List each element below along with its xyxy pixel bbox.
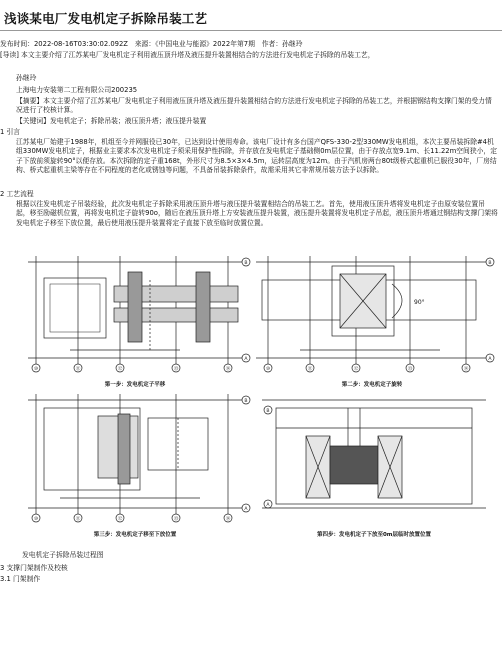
article-lead: [导读] 本文主要介绍了江苏某电厂发电机定子利用液压顶升塔及液压提升装置相结合的方法进行发电机定子拆除的吊装工艺， xyxy=(0,51,375,59)
section1-heading: 1 引言 xyxy=(0,128,21,136)
section3-heading: 3 支撑门架制作及校核 xyxy=(0,564,68,572)
grid-label: ⑩ xyxy=(33,517,39,522)
axis-b-1: B xyxy=(244,261,248,266)
grid-label: ⑪ xyxy=(307,367,313,372)
grid-label: ⑭ xyxy=(463,367,469,372)
section1-body: 江苏某电厂始建于1988年，机组至今并网服役已30年，已达到设计使用寿命。该电厂设计有多台国产QFS-330-2型330MW发电机组，本次主要吊装拆除#4机组330MW发电机定子，根据业主要求本次发电机定子须采用保护性拆除，并存放在发电机定子基础侧0m层位置，由于存放点宽9.1m、长11.22m空间狭小，定子下放前须旋转90°以便存放。本次拆除的定子重168t，外形尺寸为8.5×3×4.5m，运转层高度为12m。由于汽机房两台80t级桥式起重机已服役30年，厂房结构、桥式起重机主梁等存在不同程度的老化或锈蚀等问题，不具备吊装拆除条件，故需采用其它非常规吊装方法予以拆除。 xyxy=(16,138,498,175)
grid-label: ⑬ xyxy=(407,367,413,372)
panel-4 xyxy=(262,400,486,508)
grid-markers xyxy=(32,258,494,522)
axis-a-4: A xyxy=(266,503,270,508)
author-name: 孙继玲 xyxy=(16,74,37,82)
keywords: 【关键词】发电机定子；拆除吊装；液压顶升塔；液压提升装置 xyxy=(16,117,207,125)
article-meta: 发布时间：2022-08-16T03:30:02.092Z 来源：《中国电业与能源》2022年第7期 作者：孙继玲 xyxy=(0,40,303,48)
axis-b-3: B xyxy=(244,399,248,404)
grid-label: ⑩ xyxy=(33,367,39,372)
section2-heading: 2 工艺流程 xyxy=(0,190,34,198)
grid-label: ⑬ xyxy=(173,517,179,522)
section2-body: 根据以往发电机定子吊装经验，此次发电机定子拆除采用液压顶升塔与液压提升装置相结合的吊装工艺。首先，使用液压顶升塔将发电机定子由原安装位置吊起，移至励磁机位置，再将发电机定子旋转90o，随后在液压顶升塔上方安装液压提升装置，液压提升装置将发电机定子吊起，液压顶升塔通过钢结构支撑门架将发电机定子移至下放位置，最后使用液压提升装置将定子直接下放至临时放置位置。 xyxy=(16,200,498,227)
figure-caption: 发电机定子拆除吊装过程图 xyxy=(22,551,104,559)
rotation-angle-label: 90° xyxy=(414,299,425,306)
panel-3 xyxy=(28,394,242,514)
panel1-caption: 第一步：发电机定子平移 xyxy=(104,382,166,388)
author-org: 上海电力安装第二工程有限公司200235 xyxy=(16,86,138,94)
panel2-caption: 第二步：发电机定子旋转 xyxy=(341,382,403,388)
grid-label: ⑪ xyxy=(75,517,81,522)
figure-drawing xyxy=(0,240,502,550)
panel-2 xyxy=(256,256,486,364)
article-title: 浅谈某电厂发电机定子拆除吊装工艺 xyxy=(4,11,208,26)
grid-label: ⑫ xyxy=(117,517,123,522)
grid-label: ⑭ xyxy=(225,517,231,522)
panel3-caption: 第三步：发电机定子移至下放位置 xyxy=(93,532,177,538)
axis-b-4: B xyxy=(266,409,270,414)
axis-b-2: B xyxy=(488,261,492,266)
grid-label: ⑬ xyxy=(173,367,179,372)
panel-1 xyxy=(28,256,242,364)
section31-heading: 3.1 门架制作 xyxy=(0,575,41,583)
grid-label: ⑫ xyxy=(117,367,123,372)
axis-a-1: A xyxy=(244,357,248,362)
grid-label: ⑪ xyxy=(75,367,81,372)
grid-label: ⑫ xyxy=(353,367,359,372)
lifting-process-figure xyxy=(0,240,502,550)
axis-a-2: A xyxy=(488,357,492,362)
title-divider xyxy=(0,30,502,31)
abstract: 【摘要】本文主要介绍了江苏某电厂发电机定子利用液压顶升塔及液压提升装置相结合的方法进行发电机定子拆除的吊装工艺，并根据钢结构支撑门架的受力情况进行了校核计算。 xyxy=(16,97,492,115)
grid-label: ⑭ xyxy=(225,367,231,372)
axis-a-3: A xyxy=(244,507,248,512)
grid-label: ⑩ xyxy=(265,367,271,372)
panel4-caption: 第四步：发电机定子下放至0m层临时放置位置 xyxy=(316,532,432,538)
